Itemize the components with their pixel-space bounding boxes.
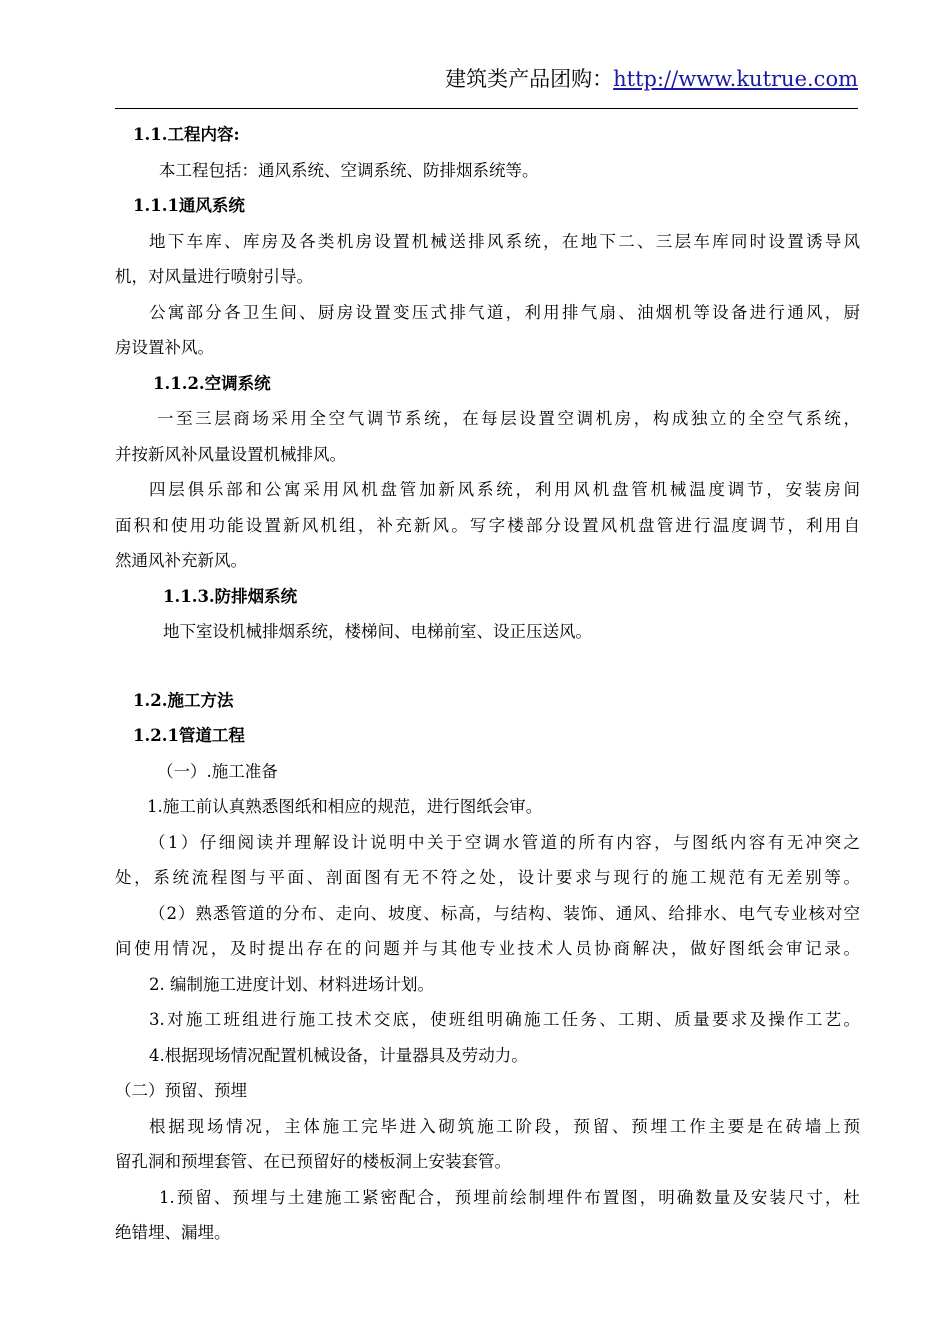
section-heading-1-1-1: 1.1.1通风系统 bbox=[133, 196, 245, 215]
section-heading-1-1-2: 1.1.2.空调系统 bbox=[153, 373, 271, 393]
list-item: 2. 编制施工进度计划、材料进场计划。 bbox=[149, 974, 434, 994]
page-header bbox=[115, 62, 858, 96]
paragraph-line: 然通风补充新风。 bbox=[115, 551, 247, 570]
section-heading-1-2: 1.2.施工方法 bbox=[133, 690, 234, 710]
header-link[interactable]: http://www.kutrue.com bbox=[613, 67, 858, 91]
paragraph-line: 并按新风补风量设置机械排风。 bbox=[115, 444, 346, 464]
section-heading-1-1: 1.1.工程内容: bbox=[133, 125, 240, 144]
document-body bbox=[113, 117, 860, 1251]
paragraph-line: 根据现场情况，主体施工完毕进入砌筑施工阶段，预留、预埋工作主要是在砖墙上预 bbox=[149, 1116, 860, 1136]
section-heading-1-1-3: 1.1.3.防排烟系统 bbox=[163, 586, 298, 606]
subsection-title: （二）预留、预埋 bbox=[115, 1081, 247, 1100]
list-item-line: （2）熟悉管道的分布、走向、坡度、标高，与结构、装饰、通风、给排水、电气专业核对空 bbox=[149, 903, 860, 923]
section-heading-1-2-1: 1.2.1管道工程 bbox=[133, 726, 245, 745]
paragraph-line: 留孔洞和预埋套管、在已预留好的楼板洞上安装套管。 bbox=[115, 1152, 511, 1171]
list-item-line: 间使用情况，及时提出存在的问题并与其他专业技术人员协商解决，做好图纸会审记录。 bbox=[115, 939, 860, 958]
paragraph-line: 房设置补风。 bbox=[115, 338, 214, 357]
list-item: 4.根据现场情况配置机械设备，计量器具及劳动力。 bbox=[149, 1045, 528, 1065]
header-label: 建筑类产品团购： bbox=[445, 67, 614, 91]
list-item-line: 绝错埋、漏埋。 bbox=[115, 1223, 231, 1242]
list-item: 1.施工前认真熟悉图纸和相应的规范，进行图纸会审。 bbox=[147, 797, 543, 816]
paragraph-line: 面积和使用功能设置新风机组，补充新风。写字楼部分设置风机盘管进行温度调节，利用自 bbox=[115, 515, 860, 535]
header-divider bbox=[115, 108, 858, 109]
paragraph-line: 地下车库、库房及各类机房设置机械送排风系统，在地下二、三层车库同时设置诱导风 bbox=[149, 231, 860, 251]
list-item-line: 处，系统流程图与平面、剖面图有无不符之处，设计要求与现行的施工规范有无差别等。 bbox=[115, 868, 860, 887]
subsection-title: （一）.施工准备 bbox=[157, 761, 278, 781]
paragraph: 地下室设机械排烟系统，楼梯间、电梯前室、设正压送风。 bbox=[163, 622, 592, 641]
list-item-line: 1.预留、预埋与土建施工紧密配合，预埋前绘制埋件布置图，明确数量及安装尺寸，杜 bbox=[159, 1187, 860, 1207]
paragraph-line: 机，对风量进行喷射引导。 bbox=[115, 267, 313, 286]
blank-line bbox=[113, 650, 860, 683]
paragraph: 本工程包括：通风系统、空调系统、防排烟系统等。 bbox=[159, 160, 539, 180]
paragraph-line: 四层俱乐部和公寓采用风机盘管加新风系统，利用风机盘管机械温度调节，安装房间 bbox=[149, 480, 860, 499]
list-item: 3.对施工班组进行施工技术交底，使班组明确施工任务、工期、质量要求及操作工艺。 bbox=[149, 1010, 860, 1029]
paragraph-line: 公寓部分各卫生间、厨房设置变压式排气道，利用排气扇、油烟机等设备进行通风，厨 bbox=[149, 302, 860, 322]
paragraph-line: 一至三层商场采用全空气调节系统，在每层设置空调机房，构成独立的全空气系统， bbox=[157, 409, 860, 428]
list-item-line: （1）仔细阅读并理解设计说明中关于空调水管道的所有内容，与图纸内容有无冲突之 bbox=[149, 832, 860, 852]
